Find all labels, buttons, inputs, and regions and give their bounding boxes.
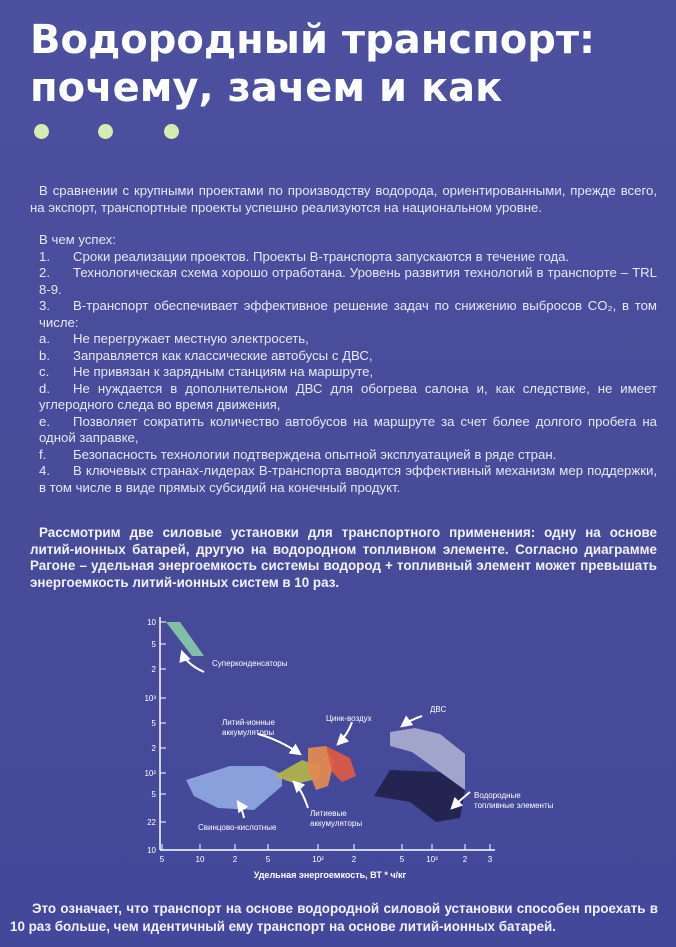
label-zinc-air: Цинк-воздух xyxy=(326,714,372,723)
x-tick-label: 3 xyxy=(487,855,493,864)
x-tick-label: 10 xyxy=(195,855,205,864)
list-text: Заправляется как классические автобусы с ДВС, xyxy=(73,347,373,363)
x-axis-label: Удельная энергоемкость, ВТ * ч/кг xyxy=(253,870,407,880)
success-heading: В чем успех: xyxy=(39,232,116,247)
label-supercapacitors: Суперконденсаторы xyxy=(212,659,288,668)
list-text: В ключевых странах-лидерах В-транспорта вводится эффективный механизм мер поддержки, в том числе в виде прямых субсидий на конечный продукт. xyxy=(39,463,657,495)
arrow-icon xyxy=(402,716,422,726)
ragone-paragraph: Рассмотрим две силовые установки для транспортного применения: одну на основе литий-ионных батарей, другую на водородном топливном элементе. Согласно диаграмме Рагоне – удельная энергоемкость системы водород + топливный элемент может превышать энергоемкость литий-ионных систем в 10 раз. xyxy=(30,525,657,590)
list-item xyxy=(30,463,657,496)
x-ticks xyxy=(162,844,490,850)
dot-icon xyxy=(164,124,179,139)
list-number: 3. xyxy=(39,298,50,313)
list-number: 2. xyxy=(39,265,50,280)
ragone-chart xyxy=(140,612,554,882)
label-lithium: Литиевые xyxy=(310,809,347,818)
label-hydrogen: топливные элементы xyxy=(474,801,554,810)
x-tick-label: 2 xyxy=(232,855,238,864)
region-zinc-air xyxy=(326,746,356,782)
list-text: Безопасность технологии подтверждена опытной эксплуатацией в ряде стран. xyxy=(73,446,557,462)
y-tick-label: 2 xyxy=(151,665,156,674)
arrow-icon xyxy=(294,782,308,808)
list-text: Не нуждается в дополнительном ДВС для обогрева салона и, как следствие, не имеет углеродного следа во время движения, xyxy=(39,380,657,412)
list-item xyxy=(30,249,657,266)
list-number: 4. xyxy=(39,463,50,478)
dot-icon xyxy=(98,124,113,139)
y-tick-label: 10 xyxy=(147,846,156,855)
list-text: В-транспорт обеспечивает эффективное решение задач по снижению выбросов CO₂, в том числе: xyxy=(39,298,657,330)
list-text: Не привязан к зарядным станциям на маршруте, xyxy=(73,364,374,379)
list-text: Технологическая схема хорошо отработана. Уровень развития технологий в транспорте – TRL 8-9. xyxy=(39,265,657,297)
intro-paragraph: В сравнении с крупными проектами по производству водорода, ориентированными, прежде всего, на экспорт, транспортные проекты успешно реализуются на национальном уровне. xyxy=(30,183,657,215)
arrow-icon xyxy=(258,734,300,754)
label-lithium: аккумуляторы xyxy=(310,819,363,828)
list-text: Позволяет сократить количество автобусов на маршруте за счет более долгого пробега на одной заправке, xyxy=(39,413,657,445)
list-number: 1. xyxy=(39,248,50,264)
list-text: Сроки реализации проектов. Проекты В-транспорта запускаются в течение года. xyxy=(73,248,570,264)
x-tick-label: 2 xyxy=(462,855,468,864)
dot-icon xyxy=(34,124,49,139)
label-lithium-ion: аккумуляторы xyxy=(222,728,275,737)
list-letter: a. xyxy=(39,331,50,346)
label-ice: ДВС xyxy=(430,705,447,714)
y-tick-label: 10² xyxy=(144,769,156,778)
list-item xyxy=(30,447,657,464)
title-line-2: почему, зачем и как xyxy=(30,65,503,111)
list-item xyxy=(30,414,657,447)
list-item xyxy=(30,364,657,381)
list-item xyxy=(30,381,657,414)
list-letter: e. xyxy=(39,413,50,429)
list-letter: d. xyxy=(39,380,50,396)
list-item xyxy=(30,298,657,331)
label-lead-acid: Свинцово-кислотные xyxy=(198,823,277,832)
label-lithium-ion: Литий-ионные xyxy=(222,718,275,727)
page-title xyxy=(30,16,670,112)
arrow-icon xyxy=(338,722,352,744)
conclusion-paragraph: Это означает, что транспорт на основе водородной силовой установки способен проехать в 10 раз больше, чем идентичный ему транспорт на основе литий-ионных батарей. xyxy=(10,901,658,934)
x-tick-label: 10³ xyxy=(426,855,438,864)
list-letter: f. xyxy=(39,446,47,462)
y-tick-label: 22 xyxy=(147,818,156,827)
x-tick-label: 5 xyxy=(265,855,271,864)
x-tick-label: 2 xyxy=(351,855,357,864)
title-line-1: Водородный транспорт: xyxy=(30,17,596,63)
y-tick-label: 10 xyxy=(147,618,156,627)
y-tick-label: 5 xyxy=(151,790,156,799)
list-item xyxy=(30,348,657,365)
body-text xyxy=(30,183,657,496)
list-text: Не перегружает местную электросеть, xyxy=(73,331,309,346)
list-letter: c. xyxy=(39,364,50,379)
y-tick-label: 5 xyxy=(151,640,156,649)
x-tick-label: 5 xyxy=(399,855,405,864)
y-ticks xyxy=(160,622,166,850)
x-tick-label: 10² xyxy=(312,855,324,864)
x-tick-label: 5 xyxy=(159,855,165,864)
y-tick-label: 2 xyxy=(151,744,156,753)
list-item xyxy=(30,265,657,298)
region-lead-acid xyxy=(186,766,282,810)
list-item xyxy=(30,331,657,348)
label-hydrogen: Водородные xyxy=(474,791,521,800)
y-tick-label: 10³ xyxy=(144,694,156,703)
y-tick-label: 5 xyxy=(151,719,156,728)
list-letter: b. xyxy=(39,347,50,363)
region-supercapacitors xyxy=(166,622,204,656)
